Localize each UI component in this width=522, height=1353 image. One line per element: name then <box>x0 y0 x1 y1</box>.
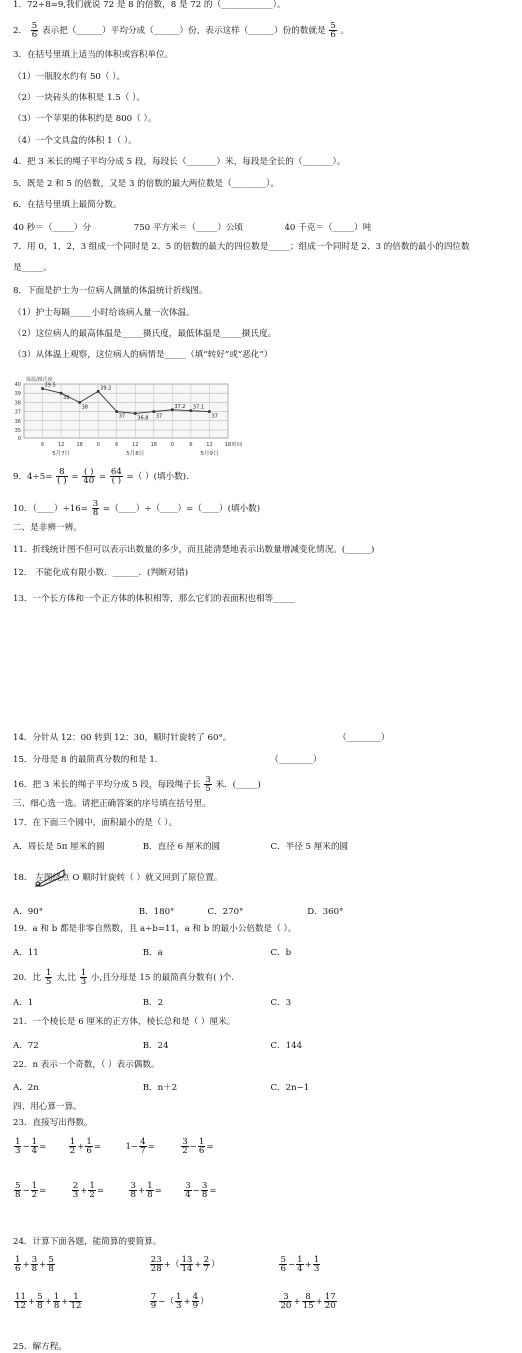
y-tick-label: 0 <box>17 436 21 442</box>
day-label: 5月9日 <box>200 451 219 457</box>
question-18: 18． 左图绕点 O 顺时针旋转（ ）就又回到了原位置。 <box>13 873 223 883</box>
question-21: 21．一个棱长是 6 厘米的正方体，棱长总和是（ ）厘米。 <box>13 1017 236 1027</box>
x-tick-label: 18 <box>76 442 83 448</box>
question-24: 24．计算下面各题，能简算的要简算。 <box>13 1237 162 1247</box>
x-tick-label: 18 <box>224 442 232 448</box>
question-7-cont: 是_____。 <box>13 263 52 273</box>
fraction: $\frac{3}{8}$ <box>92 499 99 518</box>
data-label: 37 <box>118 413 126 420</box>
y-tick-label: 39 <box>14 391 21 398</box>
y-tick-label: 38 <box>14 400 21 407</box>
data-point <box>134 412 137 415</box>
question-20-options: A．1 B．2 C．3 <box>13 998 292 1008</box>
question-5: 5．既是 2 和 5 的倍数，又是 3 的倍数的最大两位数是（________）。 <box>13 179 279 189</box>
question-15: 15．分母是 8 的最简真分数的和是 1. <box>13 755 158 765</box>
day-label: 5月7日 <box>52 451 71 457</box>
data-point <box>78 401 81 404</box>
question-8-2: （2）这位病人的最高体温是_____摄氏度，最低体温是_____摄氏度。 <box>13 329 277 339</box>
question-19: 19．a 和 b 都是非零自然数，且 a÷b=11，a 和 b 的最小公倍数是（ ）。 <box>13 924 297 934</box>
x-tick-label: 6 <box>115 442 119 448</box>
fraction: $\frac{8}{( )}$ <box>57 467 67 486</box>
fraction: $\frac{1}{5}$ <box>45 968 52 987</box>
data-point <box>190 409 193 412</box>
section-4-title: 四、用心算一算。 <box>13 1102 82 1112</box>
question-13: 13．一个长方体和一个正方体的体积相等，那么它们的表面积也相等_____ <box>13 594 295 604</box>
y-axis-label: 体温/摄氏度 <box>26 377 53 383</box>
question-6: 6．在括号里填上最简分数。 <box>13 200 122 210</box>
question-14-answer: （________） <box>338 733 390 743</box>
data-label: 37 <box>211 413 218 420</box>
x-tick-label: 12 <box>57 442 65 448</box>
question-3: 3．在括号里填上适当的体积或容积单位。 <box>13 50 174 60</box>
question-22-options: A．2n B．n＋2 C．2n−1 <box>13 1083 310 1093</box>
section-2-title: 二、是非辨一辨。 <box>13 523 82 533</box>
question-1: 1．72÷8=9,我们就说 72 是 8 的倍数，8 是 72 的（____________）。 <box>13 0 286 10</box>
y-tick-label: 37 <box>14 409 21 416</box>
data-point <box>60 392 63 395</box>
question-8-1: （1）护士每隔_____小时给该病人量一次体温。 <box>13 308 195 318</box>
mental-math-row-2: $\frac{5}{8}$ − $\frac{1}{2}$ = $\frac{2}{3}$ + $\frac{1}{2}$ = $\frac{3}{8}$ + $\frac{1}{8}$ = $\frac{3}{4}$ − $\frac{3}{8}$ = <box>15 1181 217 1200</box>
calc-row-2: $\frac{11}{12}$ + $\frac{5}{8}$ + $\frac{1}{8}$ + $\frac{1}{12}$ $\frac{7}{9}$ −（ $\frac{1}{3}$ + $\frac{4}{9}$ ） $\frac{3}{20}$ + $\frac{8}{15}$ + $\frac{17}{20}$ <box>15 1292 336 1311</box>
question-14: 14．分针从 12：00 转到 12：30，顺时针旋转了 60°。 <box>13 733 232 743</box>
rotation-figure-icon <box>34 868 66 888</box>
data-label: 37.1 <box>192 404 205 411</box>
question-7: 7．用 0，1，2，3 组成一个同时是 2、5 的倍数的最大的四位数是_____；组成一个同时是 2、3 的倍数的最小的四位数 <box>13 242 470 252</box>
question-10: 10．（____）÷16= $\frac{3}{8}$ =（____）÷（____）=（____）(填小数) <box>13 499 261 518</box>
question-8: 8．下面是护士为一位病人测量的体温统计折线图。 <box>13 286 208 296</box>
question-17: 17．在下面三个圆中，面积最小的是（ ）。 <box>13 818 178 828</box>
question-4: 4．把 3 米长的绳子平均分成 5 段，每段长（_______）米，每段是全长的（_______）。 <box>13 157 346 167</box>
data-label: 38 <box>81 404 89 411</box>
x-tick-label: 6 <box>40 442 45 448</box>
question-2: 2． $\frac{5}{6}$ 表示把（______）平均分成（______）份，表示这样（______）份的数就是 $\frac{5}{6}$ 。 <box>13 21 350 40</box>
question-18-options: A．90° B．180° C．270° D．360° <box>13 907 344 917</box>
data-label: 39 <box>63 395 70 402</box>
x-axis-label: 时间 <box>232 442 243 448</box>
question-16: 16．把 3 米长的绳子平均分成 5 段，每段绳子长 $\frac{3}{5}$ 米．(_____) <box>13 775 261 794</box>
question-22: 22．n 表示一个奇数，（ ）表示偶数。 <box>13 1060 160 1070</box>
section-3-title: 三、细心选一选。请把正确答案的序号填在括号里。 <box>13 799 211 809</box>
fraction: $\frac{64}{( )}$ <box>110 467 122 486</box>
question-3-2: （2）一块砖头的体积是 1.5（ ）。 <box>13 93 146 103</box>
mental-math-row-1: $\frac{1}{3}$ − $\frac{1}{4}$ = $\frac{1}{2}$ + $\frac{1}{6}$ = 1− $\frac{4}{7}$ = $\frac{3}{2}$ − $\frac{1}{6}$ = <box>15 1137 214 1156</box>
temperature-line-chart <box>10 372 270 458</box>
day-label: 5月8日 <box>126 451 145 457</box>
x-tick-label: 6 <box>189 442 193 448</box>
data-point <box>153 410 156 413</box>
x-tick-label: 18 <box>150 442 158 448</box>
x-tick-label: 0 <box>170 442 174 448</box>
question-21-options: A．72 B．24 C．144 <box>13 1041 303 1051</box>
fraction: $\frac{( )}{40}$ <box>83 467 95 486</box>
question-3-4: （4）一个文具盒的体积 1（ ）。 <box>13 136 137 146</box>
y-tick-label: 35 <box>14 428 21 434</box>
question-8-3: （3）从体温上观察，这位病人的病情是_____（填“转好”或“恶化”） <box>13 350 273 360</box>
question-3-3: （3）一个苹果的体积约是 800（ ）。 <box>13 114 157 124</box>
fraction: $\frac{5}{6}$ <box>330 21 336 40</box>
question-3-1: （1）一瓶胶水约有 50（ ）。 <box>13 72 126 82</box>
x-tick-label: 12 <box>206 442 213 448</box>
question-11: 11．折线统计图不但可以表示出数量的多少，而且能清楚地表示出数量增减变化情况。(______) <box>13 545 375 555</box>
data-label: 39.2 <box>100 385 112 392</box>
question-12: 12． 不能化成有限小数．______．(判断对错) <box>13 568 189 578</box>
data-point <box>171 408 174 411</box>
x-tick-label: 12 <box>132 442 139 448</box>
data-point <box>208 410 211 413</box>
data-point <box>115 410 118 413</box>
question-20: 20．比 $\frac{1}{5}$ 大,比 $\frac{1}{3}$ 小,且分母是 15 的最简真分数有( )个. <box>13 968 234 987</box>
question-15-answer: （________） <box>270 755 322 765</box>
question-23: 23．直接写出得数。 <box>13 1118 93 1128</box>
data-label: 36.8 <box>137 415 149 422</box>
fraction: $\frac{3}{5}$ <box>205 775 211 794</box>
data-point <box>41 387 44 390</box>
question-17-options: A．周长是 5π 厘米的圆 B．直径 6 厘米的圆 C．半径 5 厘米的圆 <box>13 842 349 852</box>
question-25: 25．解方程。 <box>13 1342 67 1352</box>
x-tick-label: 0 <box>96 442 100 448</box>
question-6-items: 40 秒＝（_____）分 750 平方米＝（_____）公顷 40 千克＝（_____）吨 <box>13 223 372 233</box>
y-tick-label: 36 <box>14 418 21 425</box>
data-label: 37 <box>155 413 163 420</box>
fraction: $\frac{5}{6}$ <box>31 21 38 40</box>
data-label: 39.5 <box>44 382 56 389</box>
question-19-options: A．11 B．a C．b <box>13 948 292 958</box>
fraction: $\frac{1}{3}$ <box>80 968 87 987</box>
y-tick-label: 40 <box>14 382 21 388</box>
data-label: 37.2 <box>174 403 186 410</box>
question-9: 9．4÷5= $\frac{8}{( )}$ = $\frac{( )}{40}$ = $\frac{64}{( )}$ =（ ）(填小数). <box>13 467 189 486</box>
data-point <box>97 390 100 393</box>
calc-row-1: $\frac{1}{6}$ + $\frac{3}{8}$ + $\frac{5}{8}$ $\frac{23}{28}$ +（ $\frac{13}{14}$ + $\frac{2}{7}$ ） $\frac{5}{6}$ − $\frac{1}{4}$ + $\frac{1}{3}$ <box>15 1255 320 1274</box>
